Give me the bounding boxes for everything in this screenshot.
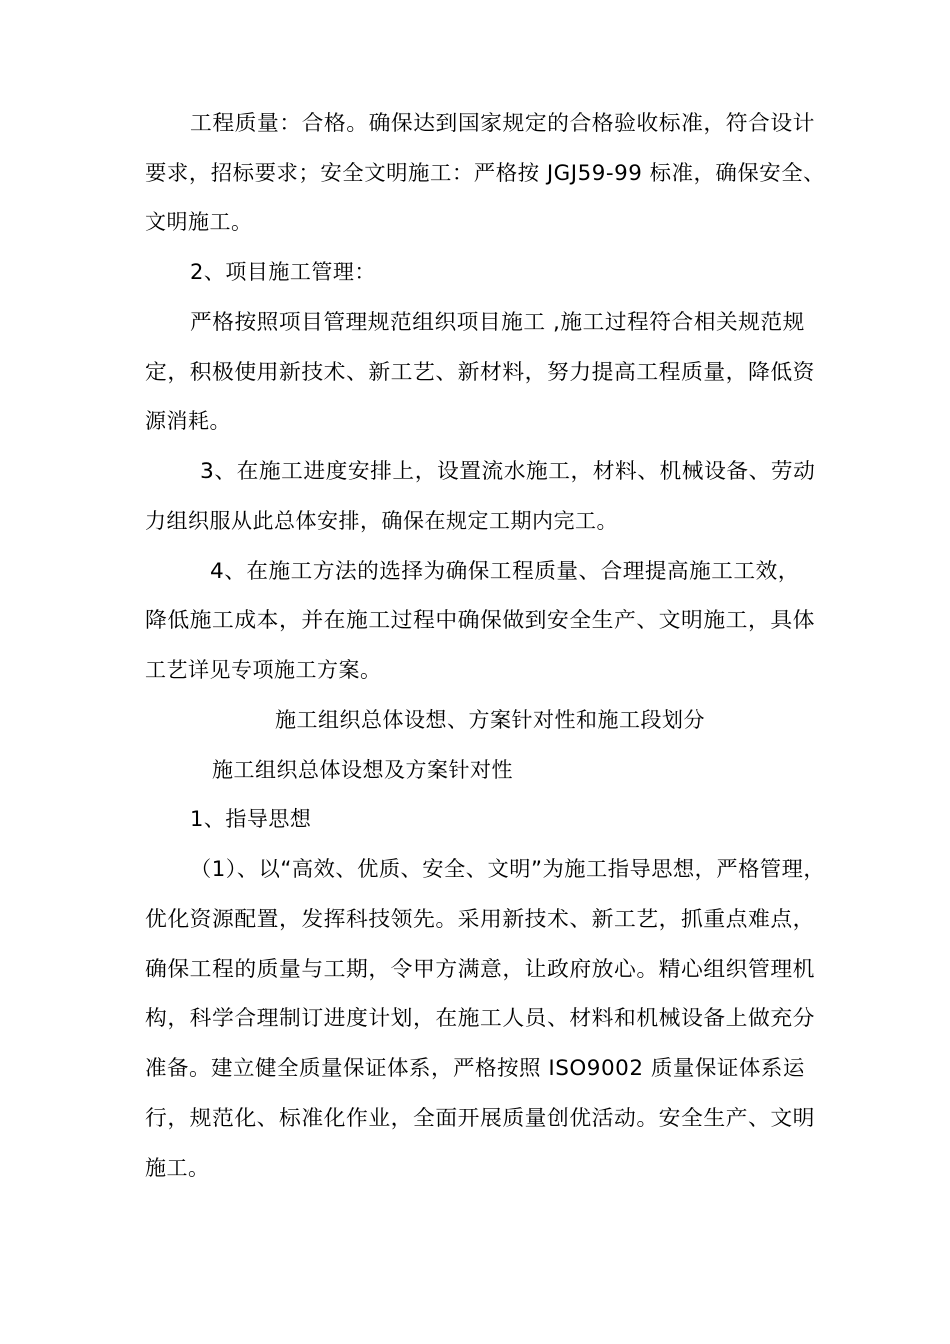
text-line: 降低施工成本，并在施工过程中确保做到安全生产、文明施工，具体 bbox=[145, 608, 815, 632]
text-line: 4、在施工方法的选择为确保工程质量、合理提高施工工效， bbox=[210, 559, 800, 583]
text-line: 3、在施工进度安排上，设置流水施工，材料、机械设备、劳动 bbox=[200, 459, 816, 483]
text-line: 文明施工。 bbox=[145, 210, 253, 234]
text-line: 严格按照项目管理规范组织项目施工 ,施工过程符合相关规范规 bbox=[190, 310, 805, 334]
text-line: 工艺详见专项施工方案。 bbox=[145, 658, 382, 682]
text-line: 1、指导思想 bbox=[190, 807, 312, 831]
text-line: 优化资源配置，发挥科技领先。采用新技术、新工艺，抓重点难点， bbox=[145, 907, 815, 931]
text-line: 工程质量：合格。确保达到国家规定的合格验收标准，符合设计 bbox=[190, 111, 815, 135]
text-line: 要求，招标要求；安全文明施工：严格按 JGJ59-99 标准，确保安全、 bbox=[145, 161, 826, 185]
text-line: 确保工程的质量与工期，令甲方满意，让政府放心。精心组织管理机 bbox=[145, 957, 815, 981]
text-line: （1）、以“高效、优质、安全、文明”为施工指导思想，严格管理， bbox=[190, 857, 826, 881]
text-line: 2、项目施工管理： bbox=[190, 260, 376, 284]
text-line: 施工。 bbox=[145, 1156, 210, 1180]
text-line: 力组织服从此总体安排，确保在规定工期内完工。 bbox=[145, 509, 618, 533]
text-line: 定，积极使用新技术、新工艺、新材料，努力提高工程质量，降低资 bbox=[145, 360, 815, 384]
text-line: 准备。建立健全质量保证体系，严格按照 ISO9002 质量保证体系运 bbox=[145, 1056, 805, 1080]
subsection-heading: 施工组织总体设想及方案针对性 bbox=[212, 758, 513, 782]
section-heading: 施工组织总体设想、方案针对性和施工段划分 bbox=[275, 708, 705, 732]
text-line: 构，科学合理制订进度计划，在施工人员、材料和机械设备上做充分 bbox=[145, 1006, 815, 1030]
text-line: 行，规范化、标准化作业，全面开展质量创优活动。安全生产、文明 bbox=[145, 1106, 815, 1130]
text-line: 源消耗。 bbox=[145, 409, 231, 433]
